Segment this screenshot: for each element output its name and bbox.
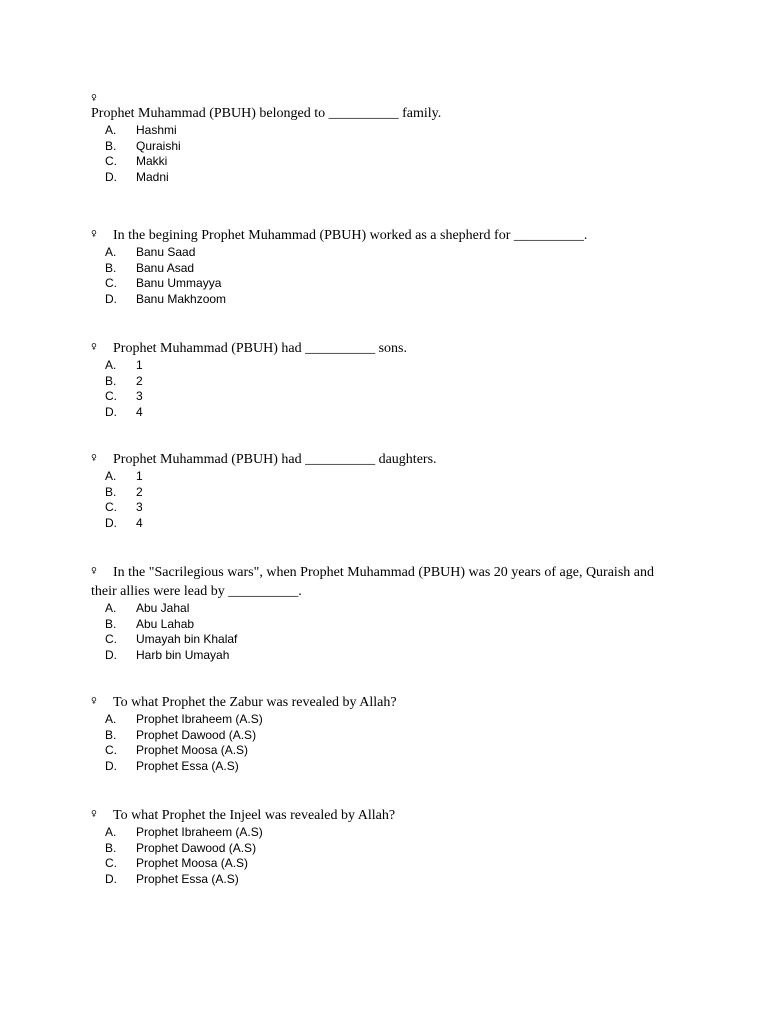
option-text: Banu Saad: [136, 245, 196, 259]
option-letter: A.: [105, 601, 117, 615]
option-letter: D.: [105, 404, 117, 419]
option-b: [91, 261, 681, 277]
option-letter: D.: [105, 291, 117, 306]
option-text: Banu Ummayya: [136, 276, 222, 290]
option-text: Prophet Moosa (A.S): [136, 743, 249, 757]
option-text: Abu Jahal: [136, 601, 190, 615]
bullet-icon: ♀: [91, 809, 97, 818]
option-b: [91, 485, 681, 501]
question-7: [91, 804, 681, 887]
option-b: [91, 617, 681, 633]
option-text: 4: [136, 404, 143, 419]
option-text: 2: [136, 373, 143, 388]
option-d: [91, 516, 681, 532]
option-letter: B.: [105, 616, 117, 631]
option-text: Banu Asad: [136, 260, 195, 275]
option-letter: B.: [105, 373, 117, 388]
option-d: [91, 759, 681, 775]
option-letter: B.: [105, 484, 117, 499]
question-line: [91, 561, 681, 601]
options-list: [91, 469, 681, 531]
option-c: [91, 500, 681, 516]
option-b: [91, 728, 681, 744]
bullet-icon: ♀: [91, 93, 97, 102]
option-d: [91, 405, 681, 421]
bullet-icon: ♀: [91, 566, 97, 575]
option-a: [91, 712, 681, 728]
question-line: [91, 691, 681, 712]
question-4: [91, 448, 681, 531]
option-c: [91, 154, 681, 170]
options-list: [91, 245, 681, 307]
question-text: Prophet Muhammad (PBUH) belonged to __________ family.: [91, 106, 442, 121]
option-text: Harb bin Umayah: [136, 647, 230, 662]
option-a: [91, 601, 681, 617]
question-3: [91, 337, 681, 420]
option-a: [91, 123, 681, 139]
question-text: To what Prophet the Injeel was revealed by Allah?: [113, 808, 396, 823]
option-d: [91, 648, 681, 664]
options-list: [91, 123, 681, 185]
question-line: [91, 337, 681, 358]
option-text: 3: [136, 500, 143, 514]
bullet-icon: ♀: [91, 342, 97, 351]
option-letter: A.: [105, 245, 117, 259]
option-letter: A.: [105, 123, 117, 137]
question-text: In the begining Prophet Muhammad (PBUH) worked as a shepherd for __________.: [113, 228, 588, 243]
option-text: 1: [136, 469, 143, 483]
option-text: Prophet Dawood (A.S): [136, 727, 257, 742]
option-a: [91, 358, 681, 374]
option-text: Umayah bin Khalaf: [136, 632, 238, 646]
option-letter: C.: [105, 743, 117, 757]
option-text: Prophet Dawood (A.S): [136, 840, 257, 855]
options-list: [91, 825, 681, 887]
option-a: [91, 469, 681, 485]
option-letter: C.: [105, 500, 117, 514]
bullet-icon: ♀: [91, 453, 97, 462]
option-letter: A.: [105, 358, 117, 372]
question-text: Prophet Muhammad (PBUH) had __________ sons.: [113, 341, 407, 356]
option-letter: C.: [105, 276, 117, 290]
option-text: 2: [136, 484, 143, 499]
option-c: [91, 276, 681, 292]
option-letter: D.: [105, 169, 117, 184]
option-letter: B.: [105, 260, 117, 275]
option-letter: D.: [105, 647, 117, 662]
option-d: [91, 170, 681, 186]
question-line: [91, 448, 681, 469]
options-list: [91, 358, 681, 420]
question-text: In the "Sacrilegious wars", when Prophet Muhammad (PBUH) was 20 years of age, Quraish and their allies were lead by __________.: [91, 565, 654, 599]
option-a: [91, 245, 681, 261]
option-b: [91, 374, 681, 390]
question-6: [91, 691, 681, 774]
bullet-icon: ♀: [91, 696, 97, 705]
question-2: [91, 224, 681, 307]
question-line: [91, 224, 681, 245]
option-text: 4: [136, 515, 143, 530]
option-letter: D.: [105, 758, 117, 773]
option-text: Prophet Moosa (A.S): [136, 856, 249, 870]
option-text: Madni: [136, 169, 169, 184]
question-line: [91, 804, 681, 825]
option-letter: B.: [105, 138, 117, 153]
option-letter: B.: [105, 727, 117, 742]
option-letter: D.: [105, 515, 117, 530]
option-letter: C.: [105, 154, 117, 168]
option-text: Prophet Essa (A.S): [136, 758, 239, 773]
option-letter: D.: [105, 871, 117, 886]
option-letter: C.: [105, 389, 117, 403]
option-d: [91, 292, 681, 308]
option-text: Prophet Ibraheem (A.S): [136, 825, 263, 839]
option-c: [91, 856, 681, 872]
option-b: [91, 139, 681, 155]
option-text: Makki: [136, 154, 168, 168]
options-list: [91, 712, 681, 774]
option-text: 3: [136, 389, 143, 403]
option-letter: A.: [105, 825, 117, 839]
option-b: [91, 841, 681, 857]
option-letter: A.: [105, 712, 117, 726]
option-text: Banu Makhzoom: [136, 291, 227, 306]
option-text: 1: [136, 358, 143, 372]
option-letter: C.: [105, 856, 117, 870]
option-letter: C.: [105, 632, 117, 646]
option-text: Abu Lahab: [136, 616, 195, 631]
option-text: Quraishi: [136, 138, 181, 153]
question-text: Prophet Muhammad (PBUH) had __________ daughters.: [113, 452, 437, 467]
option-text: Hashmi: [136, 123, 177, 137]
option-c: [91, 389, 681, 405]
question-text: To what Prophet the Zabur was revealed by Allah?: [113, 695, 397, 710]
option-text: Prophet Essa (A.S): [136, 871, 239, 886]
option-text: Prophet Ibraheem (A.S): [136, 712, 263, 726]
option-c: [91, 743, 681, 759]
options-list: [91, 601, 681, 663]
option-a: [91, 825, 681, 841]
option-letter: A.: [105, 469, 117, 483]
question-1: [91, 92, 681, 185]
option-c: [91, 632, 681, 648]
option-letter: B.: [105, 840, 117, 855]
question-5: [91, 561, 681, 663]
bullet-icon: ♀: [91, 229, 97, 238]
option-d: [91, 872, 681, 888]
